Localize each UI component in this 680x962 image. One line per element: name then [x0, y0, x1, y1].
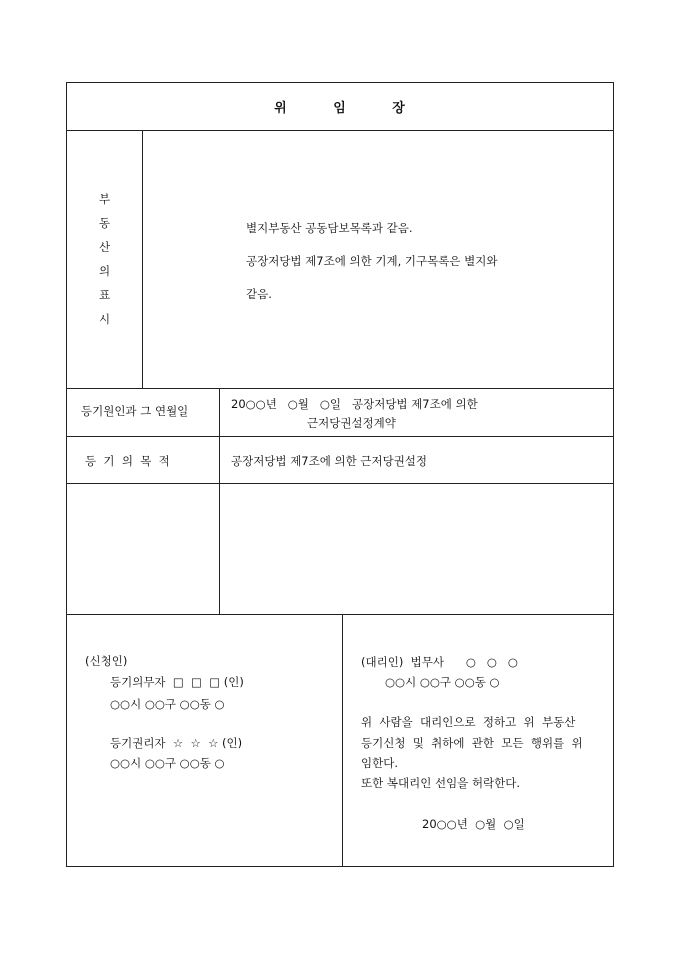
obligor-line: 등기의무자 □ □ □ (인) [110, 675, 244, 689]
agent-address: ○○시 ○○구 ○○동 ○ [385, 675, 500, 689]
property-label-char: 부 [98, 192, 111, 206]
obligee-address: ○○시 ○○구 ○○동 ○ [110, 756, 225, 770]
purpose-value: 공장저당법 제7조에 의한 근저당권설정 [231, 454, 428, 468]
agent-heading: (대리인) 법무사 ○ ○ ○ [361, 655, 518, 669]
property-text-line: 별지부동산 공동담보목록과 같음. [246, 221, 413, 235]
property-label-char: 의 [98, 264, 111, 278]
property-label-char: 동 [98, 216, 111, 230]
divider [67, 483, 613, 484]
property-label [67, 187, 142, 331]
property-text-line: 공장저당법 제7조에 의한 기계, 기구목록은 별지와 [246, 254, 498, 268]
cause-value-line: 20○○년 ○월 ○일 공장저당법 제7조에 의한 [231, 397, 478, 411]
agent-text-line: 등기신청 및 취하에 관한 모든 행위를 위 [361, 736, 583, 750]
divider [142, 130, 143, 388]
agent-text-line: 또한 복대리인 선임을 허락한다. [361, 776, 521, 790]
divider [67, 614, 613, 615]
divider [67, 436, 613, 437]
power-of-attorney-form [66, 82, 614, 867]
purpose-label: 등 기 의 목 적 [85, 454, 170, 468]
form-title: 위 임 장 [274, 101, 406, 116]
applicant-heading: (신청인) [85, 654, 128, 668]
property-label-char: 산 [98, 240, 111, 254]
cause-label: 등기원인과 그 연월일 [81, 404, 189, 418]
obligee-line: 등기권리자 ☆ ☆ ☆ (인) [110, 736, 243, 750]
divider [342, 614, 343, 867]
property-label-char: 시 [98, 312, 111, 326]
property-text-line: 같음. [246, 287, 272, 301]
agent-text-line: 임한다. [361, 756, 398, 770]
obligor-address: ○○시 ○○구 ○○동 ○ [110, 697, 225, 711]
property-label-char: 표 [98, 288, 111, 302]
divider [219, 388, 220, 614]
divider [67, 388, 613, 389]
agent-date: 20○○년 ○월 ○일 [422, 817, 525, 831]
divider [67, 130, 613, 131]
cause-value-line: 근저당권설정계약 [307, 416, 396, 430]
agent-text-line: 위 사람을 대리인으로 정하고 위 부동산 [361, 715, 576, 729]
